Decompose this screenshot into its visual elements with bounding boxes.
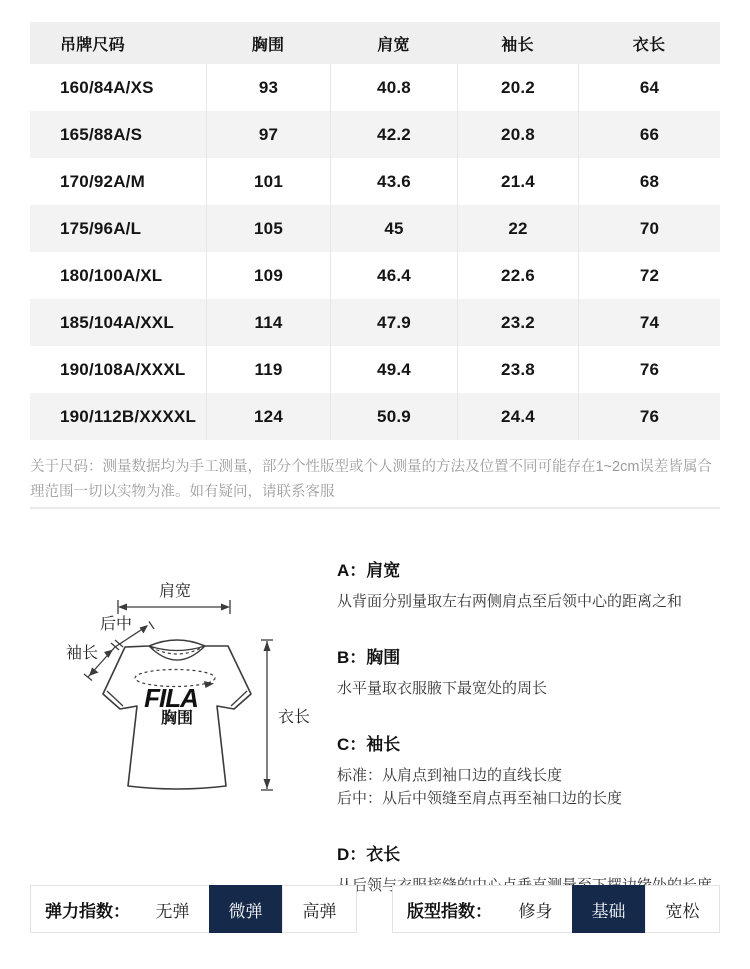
elasticity-index-label: 弹力指数：: [45, 901, 130, 921]
size-cell: 160/84A/XS: [60, 77, 154, 97]
arrow-down-icon: [89, 668, 99, 677]
value-cell: 64: [578, 64, 720, 111]
arrow-down-icon: [264, 779, 271, 789]
measure-info: [337, 556, 742, 927]
value-cell: 124: [206, 393, 330, 440]
size-note: 关于尺码：测量数据均为手工测量，部分个性版型或个人测量的方法及位置不同可能存在1~2cm误差皆属合理范围一切以实物为准。如有疑问，请联系客服: [30, 459, 712, 500]
size-table-body: [30, 64, 720, 440]
value-cell: 24.4: [457, 393, 578, 440]
back-center-label: 后中: [99, 616, 133, 633]
measure-section-line: 后中：从后中领缝至肩点再至袖口边的长度: [337, 790, 623, 807]
table-row: [30, 64, 720, 111]
measure-section: [337, 730, 742, 810]
size-cell: 175/96A/L: [60, 218, 142, 238]
size-cell: 185/104A/XXL: [60, 312, 174, 332]
value-cell: 76: [578, 346, 720, 393]
value-cell: 20.8: [457, 111, 578, 158]
dim-tick: [111, 643, 119, 650]
arrow-left-icon: [118, 604, 127, 611]
divider-line: [30, 507, 720, 509]
table-row: [30, 158, 720, 205]
value-cell: 20.2: [457, 64, 578, 111]
size-cell: 165/88A/S: [60, 124, 143, 144]
measure-section-title: C：袖长: [337, 735, 401, 754]
measure-section-title: B：胸围: [337, 648, 401, 667]
value-cell: 105: [206, 205, 330, 252]
chest-label: 胸围: [160, 710, 194, 727]
table-row: [30, 205, 720, 252]
value-cell: 74: [578, 299, 720, 346]
value-cell: 109: [206, 252, 330, 299]
value-cell: 70: [578, 205, 720, 252]
elasticity-option-selected: 微弹: [209, 885, 282, 933]
table-row: [30, 299, 720, 346]
size-cell: 190/108A/XXXL: [60, 359, 186, 379]
elasticity-options: [136, 886, 356, 932]
value-cell: 97: [206, 111, 330, 158]
size-table-header-row: [30, 22, 720, 64]
value-cell: 46.4: [330, 252, 457, 299]
shoulder-width-label: 肩宽: [158, 583, 192, 600]
value-cell: 76: [578, 393, 720, 440]
measure-section-title: A：肩宽: [337, 561, 401, 580]
elasticity-option: 高弹: [282, 886, 356, 932]
fit-option: 宽松: [645, 886, 719, 932]
value-cell: 66: [578, 111, 720, 158]
value-cell: 42.2: [330, 111, 457, 158]
size-cell: 170/92A/M: [60, 171, 145, 191]
elasticity-option: 无弹: [155, 901, 190, 921]
value-cell: 72: [578, 252, 720, 299]
value-cell: 40.8: [330, 64, 457, 111]
value-cell: 43.6: [330, 158, 457, 205]
table-row: [30, 346, 720, 393]
arrow-up-icon: [264, 641, 271, 651]
value-cell: 119: [206, 346, 330, 393]
arrow-up-right-icon: [140, 625, 149, 634]
value-cell: 47.9: [330, 299, 457, 346]
arrow-up-icon: [104, 650, 113, 659]
value-cell: 22.6: [457, 252, 578, 299]
value-cell: 23.8: [457, 346, 578, 393]
measure-section-line: 水平量取衣服腋下最宽处的周长: [337, 680, 548, 697]
value-cell: 45: [330, 205, 457, 252]
value-cell: 21.4: [457, 158, 578, 205]
table-row: [30, 252, 720, 299]
fit-option-selected: 基础: [572, 885, 645, 933]
fit-option: 修身: [518, 901, 553, 921]
measure-section: [337, 556, 742, 613]
fit-index-box: [392, 885, 720, 933]
header-cell: 吊牌尺码: [60, 36, 125, 54]
measure-section-line: 标准：从肩点到袖口边的直线长度: [337, 767, 563, 784]
value-cell: 101: [206, 158, 330, 205]
table-row: [30, 393, 720, 440]
value-cell: 93: [206, 64, 330, 111]
table-row: [30, 111, 720, 158]
value-cell: 49.4: [330, 346, 457, 393]
measure-section-line: 从背面分别量取左右两侧肩点至后领中心的距离之和: [337, 593, 683, 610]
value-cell: 50.9: [330, 393, 457, 440]
fit-index-label: 版型指数：: [407, 901, 492, 921]
header-cell: 衣长: [632, 36, 666, 54]
header-cell: 袖长: [501, 36, 534, 54]
value-cell: 23.2: [457, 299, 578, 346]
header-cell: 肩宽: [377, 36, 410, 54]
value-cell: 68: [578, 158, 720, 205]
elasticity-index-box: [30, 885, 357, 933]
header-cell: 胸围: [251, 36, 285, 54]
brand-logo: FILA: [144, 683, 198, 713]
measure-section: [337, 643, 742, 700]
size-cell: 180/100A/XL: [60, 265, 163, 285]
tshirt-measure-diagram: [30, 545, 350, 857]
sleeve-length-label: 袖长: [65, 645, 99, 662]
size-cell: 190/112B/XXXXL: [60, 406, 197, 426]
fit-options: [499, 886, 719, 932]
arrow-right-icon: [221, 604, 230, 611]
value-cell: 22: [457, 205, 578, 252]
size-table: [30, 22, 720, 440]
value-cell: 114: [206, 299, 330, 346]
dim-tick: [149, 622, 154, 630]
measure-section-title: D：衣长: [337, 845, 401, 864]
garment-length-label: 衣长: [277, 709, 311, 726]
